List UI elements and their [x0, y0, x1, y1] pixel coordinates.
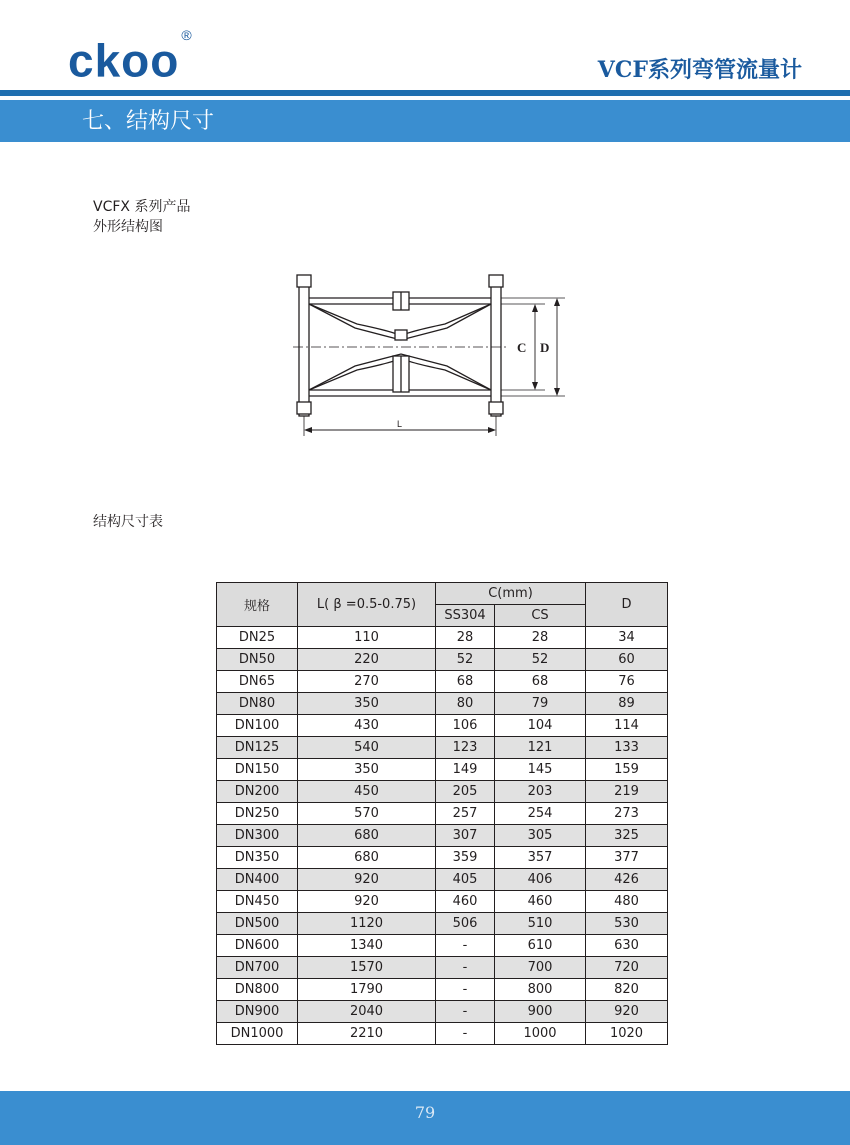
table-row — [217, 891, 668, 913]
cell-d: 530 — [586, 913, 668, 935]
table-row — [217, 1001, 668, 1023]
cell-c-cs: 460 — [495, 891, 586, 913]
cell-length: 220 — [298, 649, 436, 671]
cell-d: 820 — [586, 979, 668, 1001]
section-title: 七、结构尺寸 — [82, 109, 215, 134]
dimension-table — [216, 582, 668, 1045]
cell-c-cs: 357 — [495, 847, 586, 869]
cell-c-cs: 79 — [495, 693, 586, 715]
document-title: VCF系列弯管流量计 — [597, 57, 802, 83]
left-flange-bolt-top — [297, 275, 311, 287]
table-row — [217, 825, 668, 847]
cell-c-ss304: 123 — [436, 737, 495, 759]
cell-c-cs: 28 — [495, 627, 586, 649]
cell-spec: DN65 — [217, 671, 298, 693]
table-row — [217, 759, 668, 781]
table-row — [217, 957, 668, 979]
cell-spec: DN450 — [217, 891, 298, 913]
table-row — [217, 847, 668, 869]
left-flange — [299, 280, 309, 416]
cell-spec: DN50 — [217, 649, 298, 671]
cell-c-ss304: 52 — [436, 649, 495, 671]
cell-c-ss304: 506 — [436, 913, 495, 935]
header-c-group: C(mm) — [436, 583, 586, 605]
header-cs: CS — [495, 605, 586, 627]
table-row — [217, 935, 668, 957]
cell-c-ss304: - — [436, 1001, 495, 1023]
figure-caption-line1: VCFX 系列产品 — [93, 199, 191, 215]
cell-c-ss304: - — [436, 957, 495, 979]
cell-length: 1570 — [298, 957, 436, 979]
cell-d: 1020 — [586, 1023, 668, 1045]
table-row — [217, 913, 668, 935]
left-flange-bolt-bottom — [297, 402, 311, 414]
cell-c-cs: 68 — [495, 671, 586, 693]
registered-mark: ® — [181, 27, 193, 43]
cell-spec: DN25 — [217, 627, 298, 649]
cell-c-ss304: 405 — [436, 869, 495, 891]
cell-c-ss304: - — [436, 935, 495, 957]
cell-spec: DN500 — [217, 913, 298, 935]
cell-spec: DN80 — [217, 693, 298, 715]
right-flange — [491, 280, 501, 416]
cell-d: 273 — [586, 803, 668, 825]
cell-spec: DN125 — [217, 737, 298, 759]
cell-d: 60 — [586, 649, 668, 671]
header-d: D — [586, 583, 668, 627]
cell-c-ss304: 359 — [436, 847, 495, 869]
table-row — [217, 869, 668, 891]
header-spec: 规格 — [217, 583, 298, 627]
cell-length: 1120 — [298, 913, 436, 935]
cell-spec: DN350 — [217, 847, 298, 869]
page-number: 79 — [414, 1103, 436, 1122]
right-flange-bolt-top — [489, 275, 503, 287]
cell-c-cs: 254 — [495, 803, 586, 825]
cell-c-cs: 1000 — [495, 1023, 586, 1045]
cell-length: 920 — [298, 869, 436, 891]
cell-c-cs: 406 — [495, 869, 586, 891]
figure-caption-line2: 外形结构图 — [93, 219, 163, 235]
table-row — [217, 693, 668, 715]
cell-c-cs: 52 — [495, 649, 586, 671]
table-row — [217, 627, 668, 649]
cell-spec: DN400 — [217, 869, 298, 891]
table-row — [217, 671, 668, 693]
cell-d: 325 — [586, 825, 668, 847]
cell-c-cs: 610 — [495, 935, 586, 957]
cell-spec: DN300 — [217, 825, 298, 847]
table-row — [217, 781, 668, 803]
cell-spec: DN250 — [217, 803, 298, 825]
cell-spec: DN700 — [217, 957, 298, 979]
cell-d: 377 — [586, 847, 668, 869]
cell-spec: DN100 — [217, 715, 298, 737]
cell-c-ss304: 149 — [436, 759, 495, 781]
cell-length: 680 — [298, 847, 436, 869]
brand-logo — [68, 27, 193, 87]
cell-spec: DN600 — [217, 935, 298, 957]
table-caption: 结构尺寸表 — [93, 514, 163, 530]
cell-c-ss304: - — [436, 979, 495, 1001]
dimension-d-label: D — [540, 340, 550, 355]
cell-length: 1790 — [298, 979, 436, 1001]
cell-c-ss304: 28 — [436, 627, 495, 649]
structure-diagram — [285, 270, 575, 440]
cell-d: 76 — [586, 671, 668, 693]
cell-c-ss304: 257 — [436, 803, 495, 825]
cell-spec: DN900 — [217, 1001, 298, 1023]
table-body — [217, 627, 668, 1045]
cell-length: 680 — [298, 825, 436, 847]
cell-c-ss304: 80 — [436, 693, 495, 715]
cell-length: 2040 — [298, 1001, 436, 1023]
cell-c-ss304: - — [436, 1023, 495, 1045]
cell-c-cs: 800 — [495, 979, 586, 1001]
table-row — [217, 715, 668, 737]
cell-length: 430 — [298, 715, 436, 737]
cell-c-cs: 900 — [495, 1001, 586, 1023]
cell-c-cs: 145 — [495, 759, 586, 781]
header-ss304: SS304 — [436, 605, 495, 627]
dimension-c-label: C — [517, 340, 527, 355]
cell-length: 350 — [298, 693, 436, 715]
cell-c-ss304: 106 — [436, 715, 495, 737]
cell-c-ss304: 460 — [436, 891, 495, 913]
cell-c-cs: 104 — [495, 715, 586, 737]
cell-d: 114 — [586, 715, 668, 737]
header-divider — [0, 90, 850, 96]
cell-length: 110 — [298, 627, 436, 649]
cell-spec: DN200 — [217, 781, 298, 803]
cell-length: 1340 — [298, 935, 436, 957]
table-row — [217, 803, 668, 825]
cell-spec: DN1000 — [217, 1023, 298, 1045]
table-row — [217, 737, 668, 759]
cell-c-ss304: 205 — [436, 781, 495, 803]
cell-length: 540 — [298, 737, 436, 759]
right-flange-bolt-bottom — [489, 402, 503, 414]
cell-length: 920 — [298, 891, 436, 913]
cell-c-cs: 305 — [495, 825, 586, 847]
cell-d: 133 — [586, 737, 668, 759]
cell-length: 2210 — [298, 1023, 436, 1045]
cell-d: 89 — [586, 693, 668, 715]
cell-spec: DN150 — [217, 759, 298, 781]
cell-c-ss304: 68 — [436, 671, 495, 693]
cell-d: 219 — [586, 781, 668, 803]
header-length: L( β =0.5-0.75) — [298, 583, 436, 627]
table-row — [217, 649, 668, 671]
cell-c-cs: 510 — [495, 913, 586, 935]
cell-d: 630 — [586, 935, 668, 957]
table-row — [217, 1023, 668, 1045]
cell-c-ss304: 307 — [436, 825, 495, 847]
cell-d: 34 — [586, 627, 668, 649]
logo-text: ckoo — [68, 34, 180, 87]
cell-length: 570 — [298, 803, 436, 825]
cell-d: 720 — [586, 957, 668, 979]
dimension-l-label: L — [397, 419, 403, 429]
cell-c-cs: 121 — [495, 737, 586, 759]
cell-length: 450 — [298, 781, 436, 803]
cell-d: 480 — [586, 891, 668, 913]
cell-d: 426 — [586, 869, 668, 891]
cell-length: 270 — [298, 671, 436, 693]
cell-spec: DN800 — [217, 979, 298, 1001]
cell-d: 920 — [586, 1001, 668, 1023]
cell-d: 159 — [586, 759, 668, 781]
cell-length: 350 — [298, 759, 436, 781]
cell-c-cs: 203 — [495, 781, 586, 803]
cell-c-cs: 700 — [495, 957, 586, 979]
table-row — [217, 979, 668, 1001]
